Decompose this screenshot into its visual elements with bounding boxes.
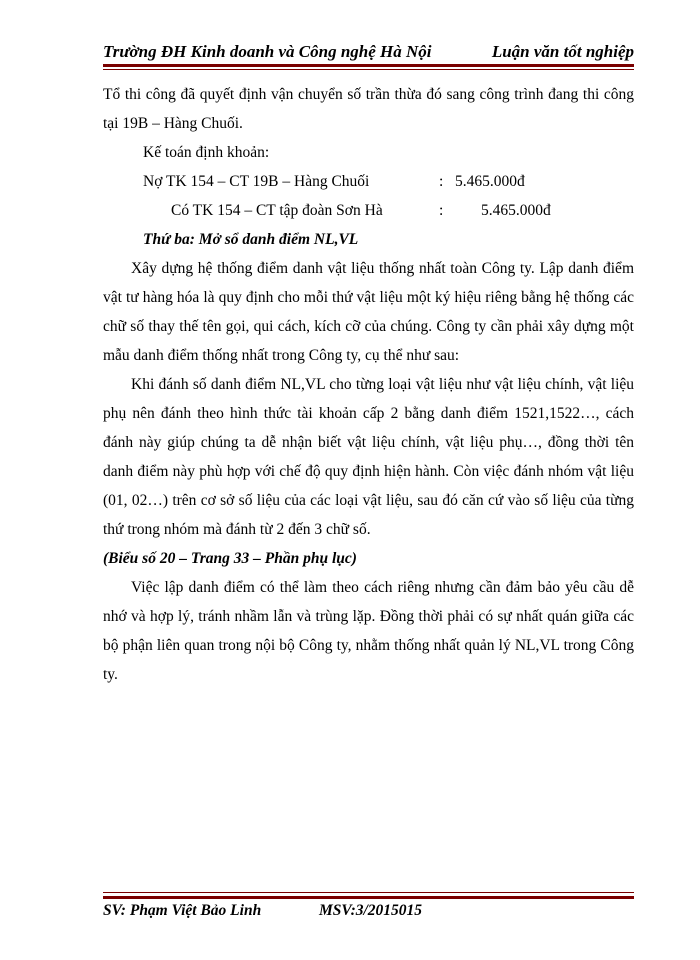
header-thesis-title: Luận văn tốt nghiệp [491, 42, 634, 61]
page-content [103, 80, 634, 689]
paragraph-consistency: Việc lập danh điểm có thể làm theo cách riêng nhưng cần đảm bảo yêu cầu dễ nhớ và hợp lý, tránh nhầm lẫn và trùng lặp. Đồng thời phải có sự nhất quán giữa các bộ phận liên quan trong nội bộ Công ty, nhằm thống nhất quản lý NL,VL trong Công ty. [103, 579, 634, 683]
page-footer [103, 900, 634, 924]
header-rule-thick [103, 64, 634, 67]
credit-label: Có TK 154 – CT tập đoàn Sơn Hà [171, 202, 383, 219]
footer-rule-thick [103, 896, 634, 899]
footer-student-id: MSV:3/2015015 [319, 902, 423, 919]
journal-entry-credit [103, 196, 634, 225]
paragraph-numbering: Khi đánh số danh điểm NL,VL cho từng loại vật liệu như vật liệu chính, vật liệu phụ nên đánh theo hình thức tài khoản cấp 2 bằng danh điểm 1521,1522…, cách đánh này giúp chúng ta dễ nhận biết vật liệu chính, vật liệu phụ…, đồng thời tên danh điểm này phù hợp với chế độ quy định hiện hành. Còn việc đánh nhóm vật liệu (01, 02…) trên cơ sở số liệu của các loại vật liệu, sau đó căn cứ vào số liệu của từng thứ trong nhóm mà đánh từ 2 đến 3 chữ số. [103, 376, 634, 538]
paragraph-system: Xây dựng hệ thống điểm danh vật liệu thống nhất toàn Công ty. Lập danh điểm vật tư hàng hóa là quy định cho mỗi thứ vật liệu một ký hiệu riêng bằng hệ thống các chữ số thay thế tên gọi, qui cách, kích cỡ của chúng. Công ty cần phải xây dựng một mẫu danh điểm thống nhất trong Công ty, cụ thể như sau: [103, 260, 634, 364]
footer-student-name: SV: Phạm Việt Bảo Linh [103, 902, 262, 919]
debit-label: Nợ TK 154 – CT 19B – Hàng Chuối [143, 173, 370, 190]
credit-colon: : [439, 202, 444, 219]
paragraph-transfer: Tổ thi công đã quyết định vận chuyển số trần thừa đó sang công trình đang thi công tại 19B – Hàng Chuối. [103, 86, 634, 132]
header-university: Trường ĐH Kinh doanh và Công nghệ Hà Nội [103, 42, 432, 61]
appendix-reference: (Biểu số 20 – Trang 33 – Phần phụ lục) [103, 550, 357, 567]
debit-colon: : [439, 173, 444, 190]
section-heading: Thứ ba: Mở sổ danh điểm NL,VL [143, 231, 359, 248]
page-header [103, 38, 634, 64]
header-rule-thin [103, 69, 634, 70]
debit-amount: 5.465.000đ [455, 173, 525, 190]
entry-title: Kế toán định khoản: [143, 144, 270, 161]
credit-amount: 5.465.000đ [481, 202, 551, 219]
journal-entry-debit [103, 167, 634, 196]
footer-rule-thin [103, 892, 634, 893]
